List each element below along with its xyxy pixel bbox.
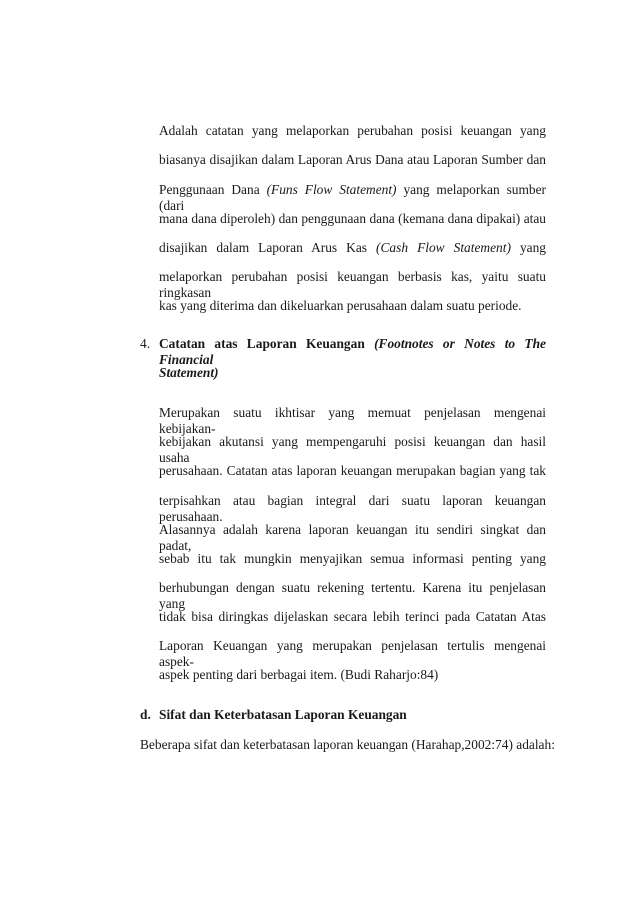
paragraph-line: biasanya disajikan dalam Laporan Arus Dana atau Laporan Sumber dan [159,152,546,167]
paragraph-line: Adalah catatan yang melaporkan perubahan posisi keuangan yang [159,123,546,138]
section-title: Sifat dan Keterbatasan Laporan Keuangan [159,707,407,722]
list-number: 4. [140,336,151,351]
paragraph-line: Merupakan suatu ikhtisar yang memuat penjelasan mengenai kebijakan- [159,405,546,436]
paragraph-line: Beberapa sifat dan keterbatasan laporan keuangan (Harahap,2002:74) adalah: [140,737,555,752]
paragraph-line: kebijakan akutansi yang mempengaruhi posisi keuangan dan hasil usaha [159,434,546,465]
paragraph-line: melaporkan perubahan posisi keuangan berbasis kas, yaitu suatu ringkasan [159,269,546,300]
paragraph-line: Penggunaan Dana (Funs Flow Statement) yang melaporkan sumber (dari [159,182,546,213]
paragraph-line: tidak bisa diringkas dijelaskan secara lebih terinci pada Catatan Atas [159,609,546,624]
paragraph-line: Laporan Keuangan yang merupakan penjelasan tertulis mengenai aspek- [159,638,546,669]
paragraph-line: aspek penting dari berbagai item. (Budi Raharjo:84) [159,667,439,682]
paragraph-line: berhubungan dengan suatu rekening tertentu. Karena itu penjelasan yang [159,580,546,611]
item-heading: Catatan atas Laporan Keuangan (Footnotes or Notes to The Financial [159,336,547,367]
paragraph-line: disajikan dalam Laporan Arus Kas (Cash Flow Statement) yang [159,240,546,255]
paragraph-line: terpisahkan atau bagian integral dari suatu laporan keuangan perusahaan. [159,493,546,524]
section-label: d. [140,707,151,722]
paragraph-line: mana dana diperoleh) dan penggunaan dana (kemana dana dipakai) atau [159,211,546,226]
paragraph-line: Alasannya adalah karena laporan keuangan itu sendiri singkat dan padat, [159,522,546,553]
paragraph-line: perusahaan. Catatan atas laporan keuangan merupakan bagian yang tak [159,463,546,478]
paragraph-line: kas yang diterima dan dikeluarkan perusahaan dalam suatu periode. [159,298,522,313]
item-heading-continuation: Statement) [159,365,219,380]
paragraph-line: sebab itu tak mungkin menyajikan semua informasi penting yang [159,551,546,566]
